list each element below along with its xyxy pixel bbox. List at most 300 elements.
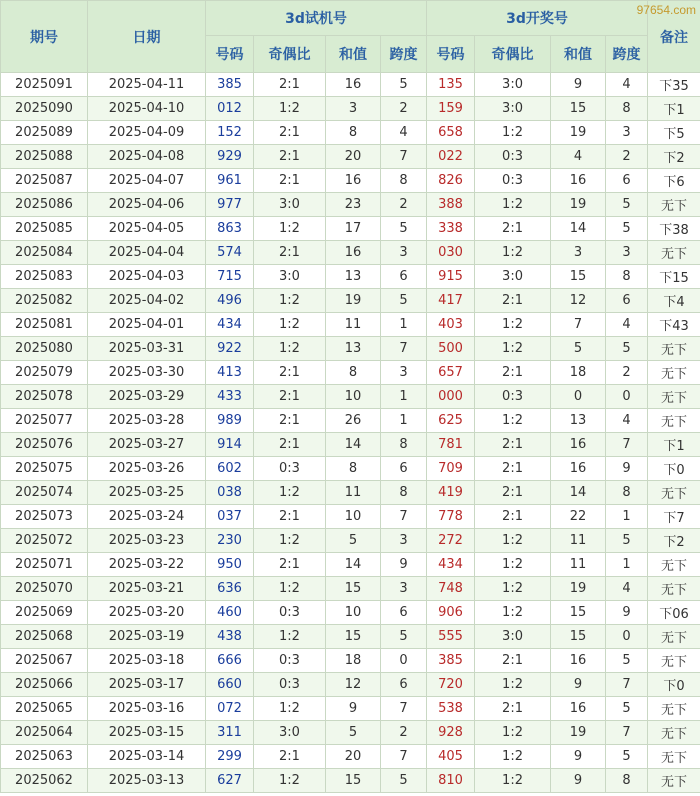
cell-draw-odd-even: 2:1 [475, 361, 551, 385]
cell-date: 2025-04-09 [88, 121, 206, 145]
cell-trial-span: 3 [381, 577, 427, 601]
cell-trial-odd-even: 2:1 [254, 73, 326, 97]
cell-remark: 无下 [648, 769, 700, 793]
cell-remark: 无下 [648, 625, 700, 649]
cell-trial-code: 627 [206, 769, 254, 793]
cell-trial-odd-even: 2:1 [254, 241, 326, 265]
cell-trial-code: 929 [206, 145, 254, 169]
cell-draw-code: 555 [427, 625, 475, 649]
cell-period: 2025068 [1, 625, 88, 649]
cell-draw-code: 338 [427, 217, 475, 241]
cell-period: 2025074 [1, 481, 88, 505]
cell-draw-odd-even: 1:2 [475, 721, 551, 745]
header-draw-group: 3d开奖号 [427, 1, 648, 36]
cell-draw-sum: 16 [551, 169, 606, 193]
cell-trial-span: 4 [381, 121, 427, 145]
cell-trial-span: 7 [381, 697, 427, 721]
cell-trial-sum: 17 [326, 217, 381, 241]
cell-draw-span: 7 [606, 721, 648, 745]
table-row [1, 505, 700, 529]
cell-draw-sum: 22 [551, 505, 606, 529]
cell-trial-span: 6 [381, 601, 427, 625]
cell-draw-span: 9 [606, 457, 648, 481]
cell-period: 2025079 [1, 361, 88, 385]
cell-remark: 下0 [648, 673, 700, 697]
table-row [1, 649, 700, 673]
cell-trial-span: 3 [381, 361, 427, 385]
cell-trial-odd-even: 2:1 [254, 505, 326, 529]
cell-trial-span: 8 [381, 433, 427, 457]
cell-trial-sum: 19 [326, 289, 381, 313]
table-row [1, 745, 700, 769]
cell-remark: 下4 [648, 289, 700, 313]
table-row [1, 481, 700, 505]
cell-draw-code: 906 [427, 601, 475, 625]
cell-trial-odd-even: 0:3 [254, 457, 326, 481]
cell-trial-sum: 14 [326, 553, 381, 577]
cell-trial-sum: 8 [326, 361, 381, 385]
cell-trial-code: 989 [206, 409, 254, 433]
cell-draw-sum: 7 [551, 313, 606, 337]
cell-draw-span: 4 [606, 577, 648, 601]
cell-period: 2025081 [1, 313, 88, 337]
cell-trial-sum: 23 [326, 193, 381, 217]
cell-date: 2025-03-18 [88, 649, 206, 673]
cell-date: 2025-04-05 [88, 217, 206, 241]
cell-draw-code: 030 [427, 241, 475, 265]
header-trial-sum: 和值 [326, 36, 381, 73]
cell-period: 2025086 [1, 193, 88, 217]
cell-period: 2025085 [1, 217, 88, 241]
cell-trial-span: 7 [381, 745, 427, 769]
table-row [1, 769, 700, 793]
table-row [1, 433, 700, 457]
cell-draw-code: 657 [427, 361, 475, 385]
cell-trial-code: 922 [206, 337, 254, 361]
cell-draw-odd-even: 1:2 [475, 577, 551, 601]
cell-draw-sum: 9 [551, 769, 606, 793]
table-row [1, 625, 700, 649]
cell-date: 2025-03-30 [88, 361, 206, 385]
cell-remark: 下7 [648, 505, 700, 529]
cell-draw-sum: 12 [551, 289, 606, 313]
cell-draw-span: 7 [606, 433, 648, 457]
cell-draw-odd-even: 3:0 [475, 265, 551, 289]
cell-draw-odd-even: 1:2 [475, 745, 551, 769]
cell-date: 2025-03-14 [88, 745, 206, 769]
cell-draw-sum: 19 [551, 121, 606, 145]
cell-draw-span: 5 [606, 529, 648, 553]
cell-trial-span: 0 [381, 649, 427, 673]
cell-remark: 无下 [648, 745, 700, 769]
cell-trial-code: 660 [206, 673, 254, 697]
cell-trial-odd-even: 2:1 [254, 121, 326, 145]
cell-remark: 下2 [648, 529, 700, 553]
cell-trial-code: 072 [206, 697, 254, 721]
table-row [1, 217, 700, 241]
cell-draw-odd-even: 0:3 [475, 145, 551, 169]
cell-trial-span: 1 [381, 313, 427, 337]
cell-draw-odd-even: 1:2 [475, 193, 551, 217]
cell-trial-span: 2 [381, 193, 427, 217]
table-row [1, 409, 700, 433]
cell-trial-odd-even: 1:2 [254, 697, 326, 721]
cell-trial-code: 863 [206, 217, 254, 241]
cell-draw-span: 4 [606, 313, 648, 337]
table-row [1, 121, 700, 145]
cell-draw-odd-even: 0:3 [475, 385, 551, 409]
header-draw-span: 跨度 [606, 36, 648, 73]
cell-remark: 无下 [648, 337, 700, 361]
cell-remark: 无下 [648, 553, 700, 577]
cell-period: 2025075 [1, 457, 88, 481]
cell-draw-span: 8 [606, 481, 648, 505]
cell-trial-sum: 5 [326, 721, 381, 745]
cell-draw-sum: 18 [551, 361, 606, 385]
cell-draw-span: 8 [606, 769, 648, 793]
cell-draw-odd-even: 1:2 [475, 409, 551, 433]
cell-trial-span: 8 [381, 169, 427, 193]
cell-date: 2025-03-27 [88, 433, 206, 457]
table-row [1, 553, 700, 577]
cell-period: 2025077 [1, 409, 88, 433]
cell-draw-span: 7 [606, 673, 648, 697]
cell-trial-span: 1 [381, 385, 427, 409]
cell-draw-sum: 3 [551, 241, 606, 265]
cell-draw-odd-even: 1:2 [475, 769, 551, 793]
cell-trial-code: 038 [206, 481, 254, 505]
table-row [1, 457, 700, 481]
cell-draw-span: 2 [606, 145, 648, 169]
cell-trial-span: 3 [381, 529, 427, 553]
header-period: 期号 [1, 1, 88, 73]
cell-trial-odd-even: 2:1 [254, 169, 326, 193]
table-row [1, 601, 700, 625]
cell-trial-odd-even: 3:0 [254, 193, 326, 217]
cell-draw-odd-even: 2:1 [475, 481, 551, 505]
cell-trial-code: 496 [206, 289, 254, 313]
cell-date: 2025-03-24 [88, 505, 206, 529]
cell-draw-sum: 19 [551, 193, 606, 217]
cell-trial-odd-even: 1:2 [254, 217, 326, 241]
cell-trial-span: 2 [381, 721, 427, 745]
cell-draw-sum: 16 [551, 649, 606, 673]
cell-period: 2025087 [1, 169, 88, 193]
cell-date: 2025-04-10 [88, 97, 206, 121]
cell-remark: 下5 [648, 121, 700, 145]
cell-draw-code: 500 [427, 337, 475, 361]
cell-date: 2025-04-02 [88, 289, 206, 313]
cell-draw-odd-even: 2:1 [475, 457, 551, 481]
cell-draw-odd-even: 1:2 [475, 673, 551, 697]
cell-period: 2025089 [1, 121, 88, 145]
cell-date: 2025-03-17 [88, 673, 206, 697]
cell-period: 2025063 [1, 745, 88, 769]
cell-period: 2025078 [1, 385, 88, 409]
header-draw-odd-even: 奇偶比 [475, 36, 551, 73]
cell-remark: 下06 [648, 601, 700, 625]
cell-remark: 无下 [648, 697, 700, 721]
cell-date: 2025-03-29 [88, 385, 206, 409]
cell-draw-code: 781 [427, 433, 475, 457]
cell-remark: 无下 [648, 193, 700, 217]
cell-draw-code: 417 [427, 289, 475, 313]
cell-draw-code: 388 [427, 193, 475, 217]
cell-period: 2025067 [1, 649, 88, 673]
cell-draw-span: 6 [606, 289, 648, 313]
cell-draw-code: 385 [427, 649, 475, 673]
cell-trial-sum: 11 [326, 313, 381, 337]
header-trial-group: 3d试机号 [206, 1, 427, 36]
cell-trial-span: 6 [381, 457, 427, 481]
cell-draw-span: 4 [606, 409, 648, 433]
cell-trial-span: 8 [381, 481, 427, 505]
cell-period: 2025073 [1, 505, 88, 529]
cell-draw-span: 1 [606, 553, 648, 577]
cell-draw-span: 8 [606, 265, 648, 289]
cell-draw-code: 915 [427, 265, 475, 289]
cell-date: 2025-03-26 [88, 457, 206, 481]
cell-trial-span: 7 [381, 337, 427, 361]
cell-trial-sum: 8 [326, 121, 381, 145]
cell-period: 2025076 [1, 433, 88, 457]
cell-draw-odd-even: 1:2 [475, 337, 551, 361]
cell-trial-sum: 10 [326, 385, 381, 409]
cell-draw-code: 720 [427, 673, 475, 697]
cell-trial-odd-even: 0:3 [254, 601, 326, 625]
header-trial-odd-even: 奇偶比 [254, 36, 326, 73]
cell-draw-span: 4 [606, 73, 648, 97]
cell-draw-odd-even: 1:2 [475, 529, 551, 553]
cell-trial-sum: 10 [326, 601, 381, 625]
cell-trial-span: 1 [381, 409, 427, 433]
table-row [1, 169, 700, 193]
table-row [1, 385, 700, 409]
cell-remark: 下15 [648, 265, 700, 289]
table-row [1, 145, 700, 169]
cell-trial-sum: 13 [326, 337, 381, 361]
cell-draw-odd-even: 3:0 [475, 97, 551, 121]
cell-draw-code: 272 [427, 529, 475, 553]
cell-trial-odd-even: 1:2 [254, 337, 326, 361]
table-row [1, 361, 700, 385]
cell-trial-span: 5 [381, 73, 427, 97]
cell-remark: 无下 [648, 721, 700, 745]
cell-trial-sum: 12 [326, 673, 381, 697]
cell-trial-code: 311 [206, 721, 254, 745]
cell-draw-sum: 16 [551, 433, 606, 457]
cell-period: 2025091 [1, 73, 88, 97]
cell-trial-span: 7 [381, 145, 427, 169]
cell-draw-sum: 15 [551, 97, 606, 121]
cell-remark: 无下 [648, 649, 700, 673]
cell-draw-span: 9 [606, 601, 648, 625]
table-body [1, 73, 700, 793]
cell-draw-sum: 9 [551, 745, 606, 769]
cell-trial-odd-even: 1:2 [254, 769, 326, 793]
cell-trial-code: 715 [206, 265, 254, 289]
cell-date: 2025-03-16 [88, 697, 206, 721]
cell-trial-span: 5 [381, 625, 427, 649]
cell-draw-code: 538 [427, 697, 475, 721]
cell-date: 2025-03-15 [88, 721, 206, 745]
table-row [1, 265, 700, 289]
cell-trial-code: 636 [206, 577, 254, 601]
cell-draw-odd-even: 2:1 [475, 505, 551, 529]
table-row [1, 289, 700, 313]
cell-draw-odd-even: 3:0 [475, 625, 551, 649]
cell-trial-sum: 13 [326, 265, 381, 289]
cell-draw-sum: 14 [551, 217, 606, 241]
cell-draw-span: 5 [606, 745, 648, 769]
cell-date: 2025-04-03 [88, 265, 206, 289]
cell-trial-sum: 16 [326, 241, 381, 265]
cell-draw-span: 5 [606, 217, 648, 241]
cell-trial-odd-even: 2:1 [254, 553, 326, 577]
cell-period: 2025066 [1, 673, 88, 697]
header-draw-code: 号码 [427, 36, 475, 73]
cell-draw-odd-even: 1:2 [475, 241, 551, 265]
table-row [1, 337, 700, 361]
cell-trial-code: 413 [206, 361, 254, 385]
table-row [1, 193, 700, 217]
cell-draw-code: 810 [427, 769, 475, 793]
cell-date: 2025-04-04 [88, 241, 206, 265]
cell-trial-odd-even: 1:2 [254, 481, 326, 505]
cell-trial-odd-even: 2:1 [254, 433, 326, 457]
cell-period: 2025062 [1, 769, 88, 793]
cell-trial-odd-even: 2:1 [254, 745, 326, 769]
cell-remark: 下1 [648, 433, 700, 457]
cell-draw-span: 3 [606, 121, 648, 145]
cell-draw-span: 5 [606, 193, 648, 217]
cell-draw-code: 928 [427, 721, 475, 745]
cell-trial-sum: 9 [326, 697, 381, 721]
cell-draw-sum: 19 [551, 721, 606, 745]
cell-draw-code: 709 [427, 457, 475, 481]
cell-trial-odd-even: 1:2 [254, 313, 326, 337]
cell-trial-odd-even: 2:1 [254, 145, 326, 169]
cell-draw-odd-even: 2:1 [475, 697, 551, 721]
cell-period: 2025071 [1, 553, 88, 577]
cell-draw-odd-even: 1:2 [475, 313, 551, 337]
cell-trial-sum: 15 [326, 625, 381, 649]
cell-date: 2025-04-01 [88, 313, 206, 337]
cell-trial-odd-even: 1:2 [254, 529, 326, 553]
cell-trial-code: 438 [206, 625, 254, 649]
cell-draw-span: 0 [606, 625, 648, 649]
cell-draw-sum: 16 [551, 457, 606, 481]
table-row [1, 673, 700, 697]
cell-draw-code: 419 [427, 481, 475, 505]
cell-trial-odd-even: 0:3 [254, 673, 326, 697]
cell-trial-code: 961 [206, 169, 254, 193]
cell-trial-code: 230 [206, 529, 254, 553]
cell-draw-odd-even: 2:1 [475, 433, 551, 457]
cell-trial-code: 950 [206, 553, 254, 577]
cell-trial-odd-even: 2:1 [254, 361, 326, 385]
cell-draw-sum: 15 [551, 625, 606, 649]
cell-trial-sum: 20 [326, 145, 381, 169]
table-row [1, 721, 700, 745]
cell-draw-code: 826 [427, 169, 475, 193]
header-trial-span: 跨度 [381, 36, 427, 73]
header-date: 日期 [88, 1, 206, 73]
cell-draw-code: 135 [427, 73, 475, 97]
cell-trial-span: 6 [381, 673, 427, 697]
cell-period: 2025070 [1, 577, 88, 601]
cell-date: 2025-04-06 [88, 193, 206, 217]
cell-draw-span: 5 [606, 697, 648, 721]
cell-trial-sum: 3 [326, 97, 381, 121]
cell-trial-span: 6 [381, 265, 427, 289]
cell-trial-sum: 8 [326, 457, 381, 481]
cell-period: 2025065 [1, 697, 88, 721]
cell-trial-code: 037 [206, 505, 254, 529]
cell-trial-code: 602 [206, 457, 254, 481]
cell-date: 2025-03-25 [88, 481, 206, 505]
cell-trial-sum: 14 [326, 433, 381, 457]
cell-period: 2025069 [1, 601, 88, 625]
cell-draw-sum: 4 [551, 145, 606, 169]
cell-draw-code: 778 [427, 505, 475, 529]
cell-date: 2025-03-19 [88, 625, 206, 649]
cell-draw-sum: 16 [551, 697, 606, 721]
cell-remark: 无下 [648, 409, 700, 433]
cell-period: 2025080 [1, 337, 88, 361]
cell-trial-sum: 26 [326, 409, 381, 433]
cell-date: 2025-04-08 [88, 145, 206, 169]
cell-draw-odd-even: 2:1 [475, 289, 551, 313]
cell-trial-sum: 18 [326, 649, 381, 673]
cell-trial-odd-even: 0:3 [254, 649, 326, 673]
table-row [1, 577, 700, 601]
cell-trial-odd-even: 1:2 [254, 625, 326, 649]
cell-draw-span: 5 [606, 649, 648, 673]
cell-date: 2025-04-11 [88, 73, 206, 97]
cell-period: 2025064 [1, 721, 88, 745]
table-row [1, 73, 700, 97]
cell-draw-odd-even: 1:2 [475, 121, 551, 145]
header-draw-sum: 和值 [551, 36, 606, 73]
cell-trial-sum: 15 [326, 577, 381, 601]
cell-draw-sum: 11 [551, 529, 606, 553]
cell-draw-code: 748 [427, 577, 475, 601]
cell-date: 2025-03-22 [88, 553, 206, 577]
cell-draw-code: 000 [427, 385, 475, 409]
cell-draw-sum: 13 [551, 409, 606, 433]
cell-remark: 下2 [648, 145, 700, 169]
cell-trial-span: 5 [381, 217, 427, 241]
cell-draw-span: 2 [606, 361, 648, 385]
cell-trial-odd-even: 3:0 [254, 265, 326, 289]
cell-trial-odd-even: 3:0 [254, 721, 326, 745]
cell-draw-sum: 5 [551, 337, 606, 361]
cell-trial-span: 3 [381, 241, 427, 265]
cell-trial-code: 574 [206, 241, 254, 265]
cell-draw-sum: 15 [551, 601, 606, 625]
table-row [1, 241, 700, 265]
cell-remark: 无下 [648, 241, 700, 265]
cell-trial-sum: 20 [326, 745, 381, 769]
cell-trial-odd-even: 1:2 [254, 577, 326, 601]
cell-trial-odd-even: 1:2 [254, 97, 326, 121]
cell-trial-code: 433 [206, 385, 254, 409]
cell-trial-sum: 10 [326, 505, 381, 529]
cell-draw-span: 1 [606, 505, 648, 529]
table-row [1, 313, 700, 337]
cell-trial-odd-even: 1:2 [254, 289, 326, 313]
